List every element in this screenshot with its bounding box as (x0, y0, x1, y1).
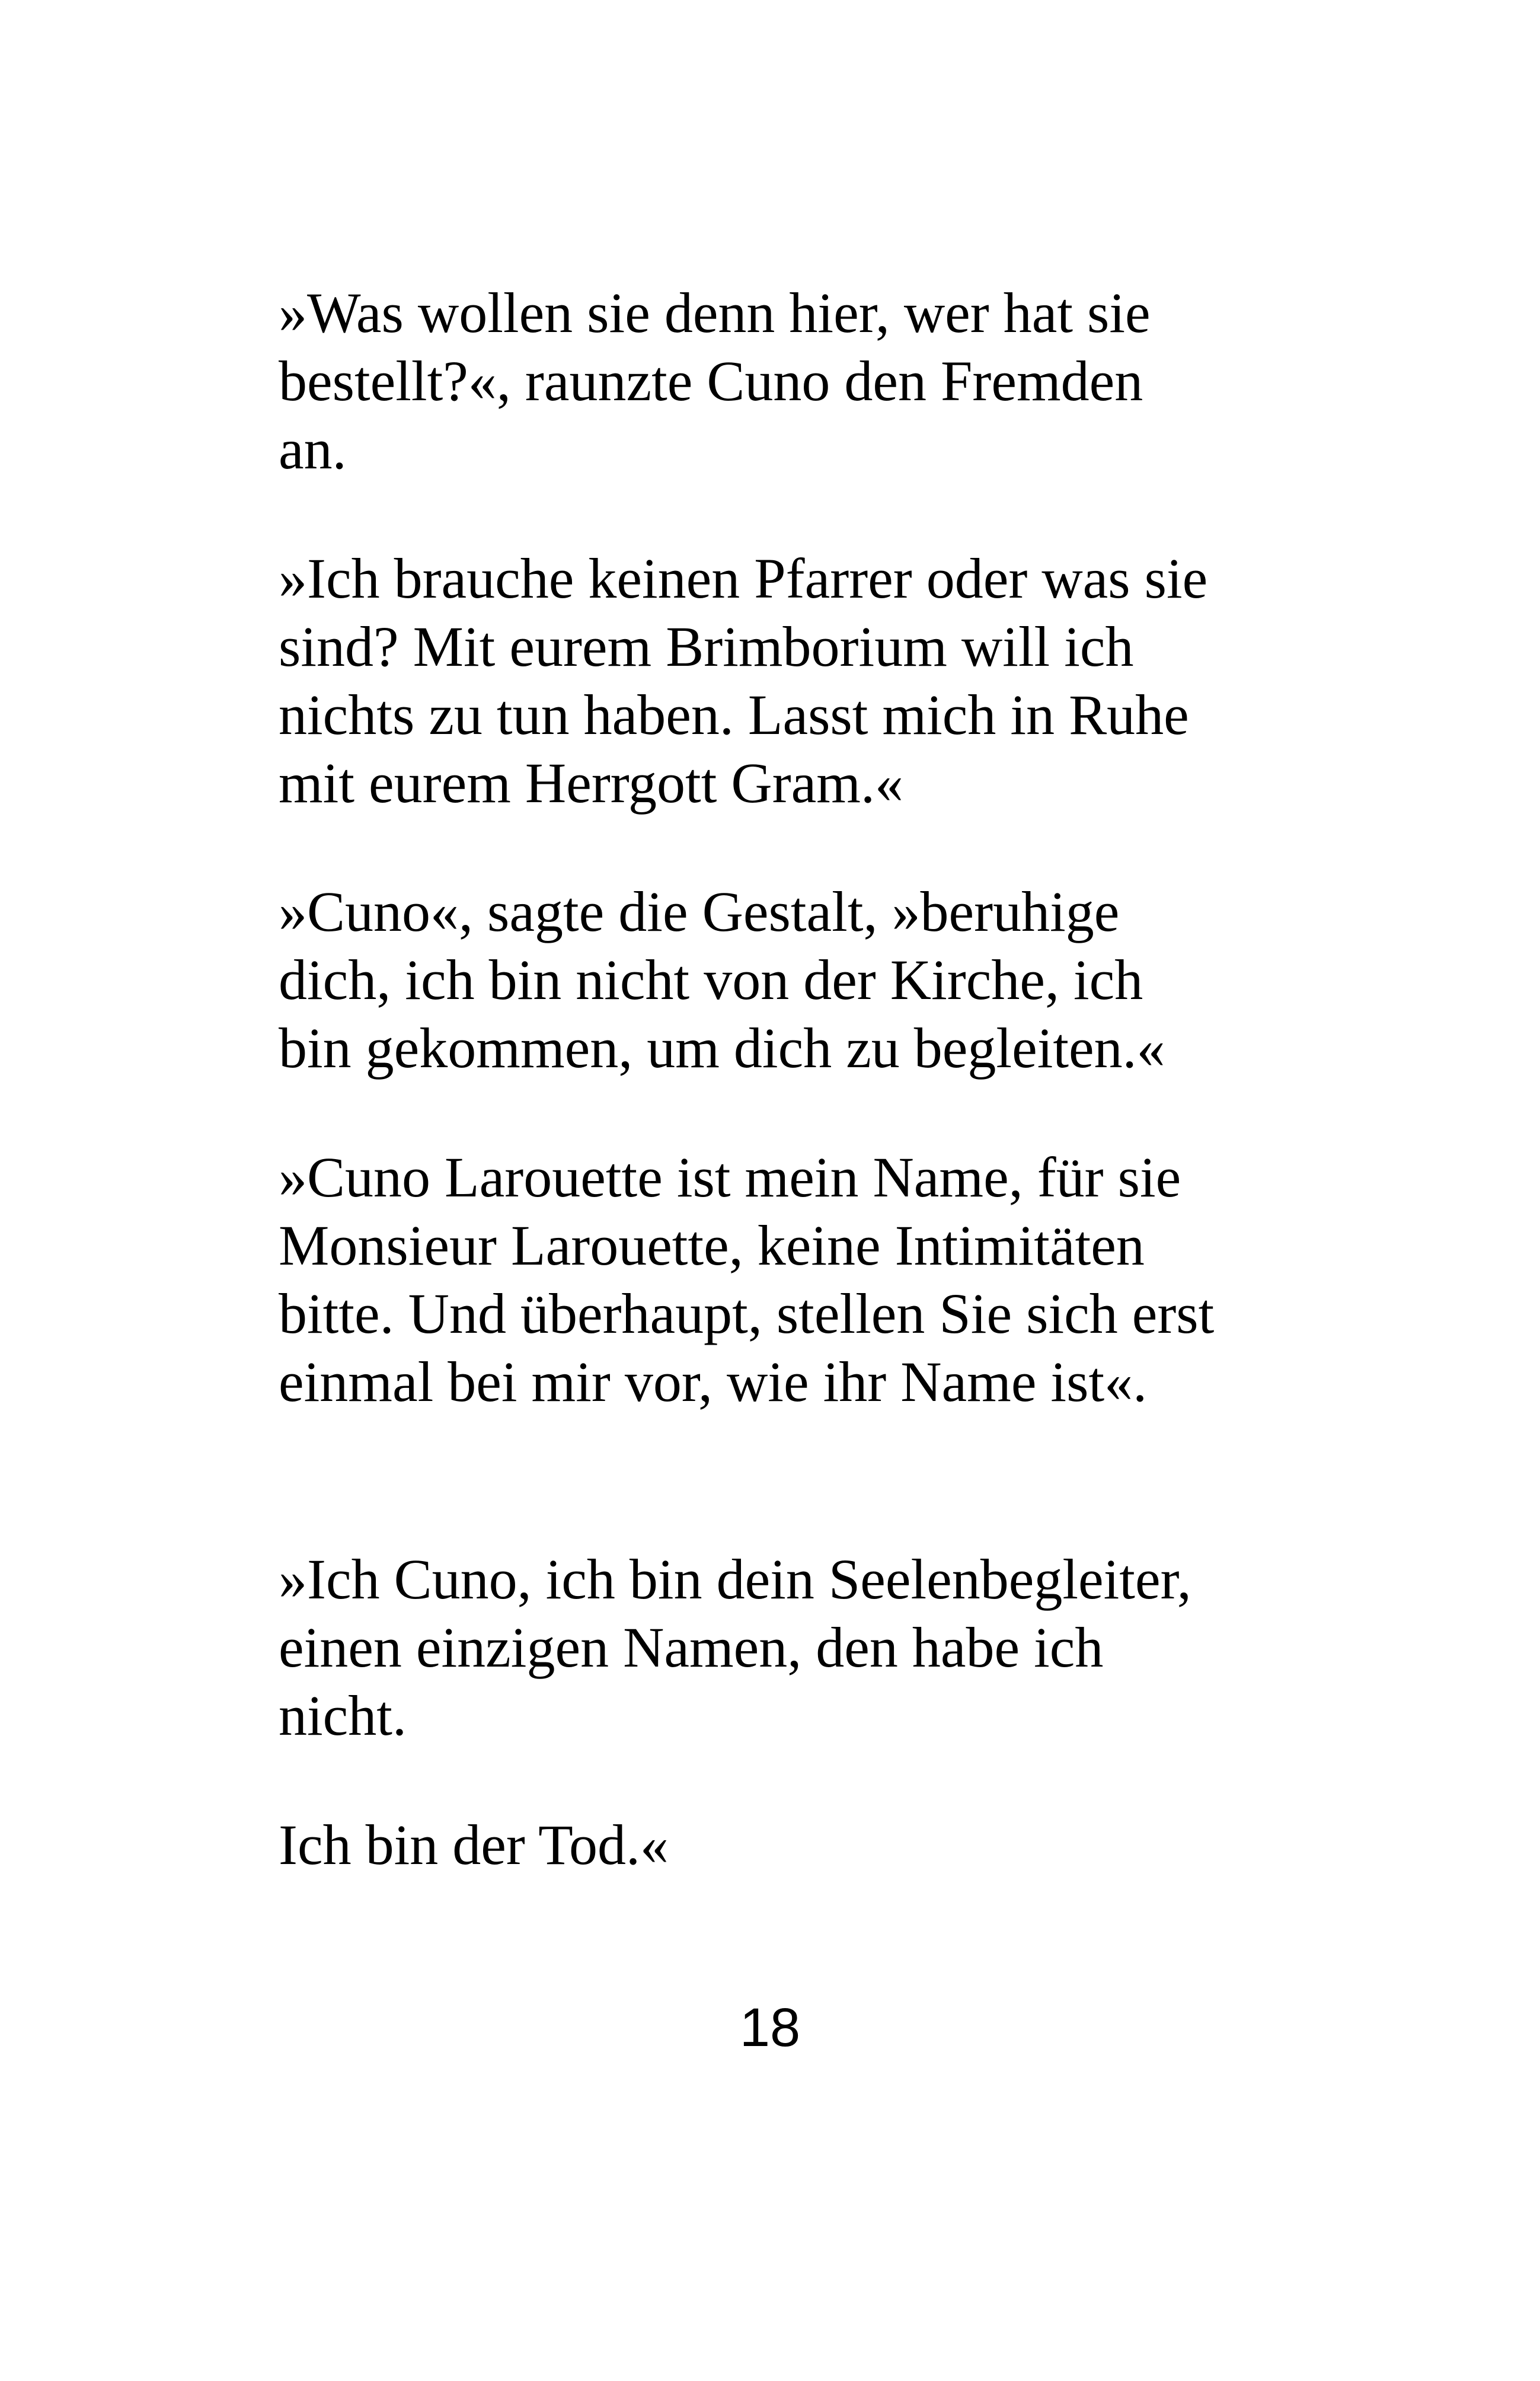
paragraph-2 (279, 544, 1274, 817)
paragraph-5 (279, 1545, 1274, 1750)
paragraph-line: einen einzigen Namen, den habe ich (279, 1616, 1104, 1679)
paragraph-line: an. (279, 417, 347, 481)
paragraph-3 (279, 877, 1274, 1082)
paragraph-line: einmal bei mir vor, wie ihr Name ist«. (279, 1350, 1148, 1413)
paragraph-line: dich, ich bin nicht von der Kirche, ich (279, 948, 1143, 1011)
paragraph-6 (279, 1811, 1274, 1879)
paragraph-line: bestellt?«, raunzte Cuno den Fremden (279, 349, 1143, 413)
paragraph-line: bitte. Und überhaupt, stellen Sie sich erst (279, 1282, 1215, 1345)
paragraph-4 (279, 1143, 1274, 1416)
paragraph-line: nicht. (279, 1684, 407, 1747)
paragraph-1 (279, 279, 1274, 483)
paragraph-line: bin gekommen, um dich zu begleiten.« (279, 1016, 1165, 1080)
paragraph-line: Monsieur Larouette, keine Intimitäten (279, 1214, 1145, 1277)
page-number: 18 (739, 1997, 801, 2058)
paragraph-line: »Cuno«, sagte die Gestalt, »beruhige (279, 880, 1120, 943)
paragraph-line: nichts zu tun haben. Lasst mich in Ruhe (279, 683, 1189, 746)
paragraph-line: mit eurem Herrgott Gram.« (279, 751, 903, 815)
paragraph-line: »Ich Cuno, ich bin dein Seelenbegleiter, (279, 1547, 1191, 1611)
paragraph-line: »Ich brauche keinen Pfarrer oder was sie (279, 547, 1208, 610)
paragraph-line: sind? Mit eurem Brimborium will ich (279, 615, 1134, 678)
paragraph-line: »Cuno Larouette ist mein Name, für sie (279, 1145, 1181, 1209)
paragraph-line: »Was wollen sie denn hier, wer hat sie (279, 281, 1151, 344)
paragraph-line: Ich bin der Tod.« (279, 1813, 669, 1876)
